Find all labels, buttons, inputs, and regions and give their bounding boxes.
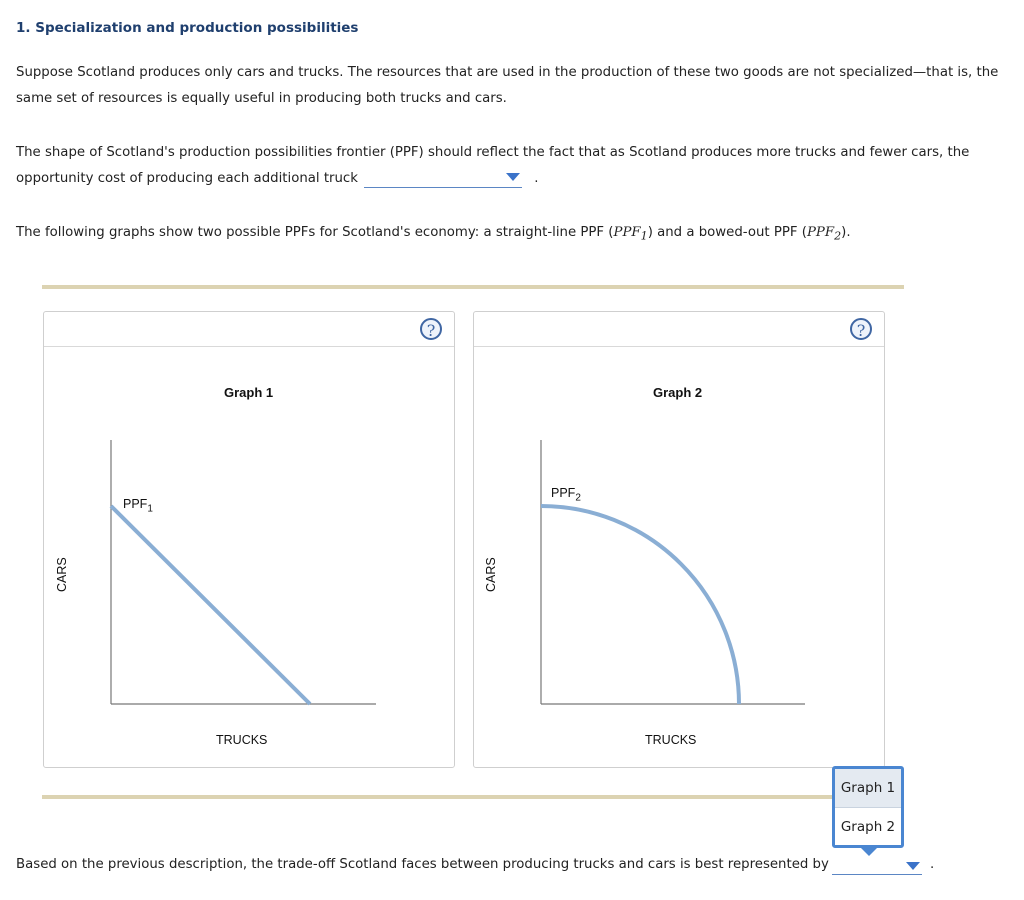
graph1-help-icon[interactable]: ?	[420, 318, 442, 340]
graphs-intro-text-a: The following graphs show two possible PPFs for Scotland's economy: a straight-line PPF (	[16, 225, 614, 240]
question1-paragraph	[16, 140, 1016, 192]
ppf1-label-sub: 1	[147, 503, 153, 515]
menu-option-graph-1[interactable]: Graph 1	[835, 769, 901, 808]
section-title: 1. Specialization and production possibilities	[16, 20, 359, 36]
intro-line-2: same set of resources is equally useful in producing both trucks and cars.	[16, 91, 507, 106]
question2-suffix: .	[930, 857, 935, 872]
graph2-y-label: CARS	[484, 557, 498, 592]
intro-paragraph	[16, 60, 1016, 112]
graph1-x-label: TRUCKS	[216, 733, 268, 747]
graph1-y-label: CARS	[55, 557, 69, 592]
question2-prefix: Based on the previous description, the trade-off Scotland faces between producing trucks and cars is best represented by	[16, 857, 829, 872]
graph2-panel	[473, 311, 885, 768]
ppf2-base: PPF	[806, 225, 835, 240]
tradeoff-graph-dropdown[interactable]	[832, 853, 922, 875]
question1-suffix: .	[534, 171, 539, 186]
dropdown-caret-icon	[506, 173, 520, 181]
ppf2-label	[551, 486, 581, 504]
graph2-help-icon[interactable]: ?	[850, 318, 872, 340]
graphs-intro-text-b: ) and a bowed-out PPF (	[647, 225, 807, 240]
ppf2-label-base: PPF	[551, 486, 576, 500]
graph2-plot[interactable]	[474, 312, 884, 767]
ppf2-curve	[541, 506, 739, 704]
graphs-intro-paragraph	[16, 220, 1016, 250]
dropdown-caret-icon	[906, 862, 920, 870]
intro-line-1: Suppose Scotland produces only cars and trucks. The resources that are used in the production of these two goods are not specialized—that is, the	[16, 65, 999, 80]
graph1-panel	[43, 311, 455, 768]
graph2-title: Graph 2	[653, 385, 703, 400]
ppf2-label-sub: 2	[575, 492, 581, 504]
question2-line	[16, 857, 829, 872]
ppf2-symbol	[806, 225, 842, 243]
opportunity-cost-dropdown[interactable]	[364, 167, 522, 188]
bottom-divider	[42, 795, 904, 799]
graph1-plot[interactable]	[44, 312, 454, 767]
ppf1-label-base: PPF	[123, 497, 148, 511]
question1-line-1: The shape of Scotland's production possibilities frontier (PPF) should reflect the fact that as Scotland produces more trucks and fewer cars, the	[16, 145, 970, 160]
question1-prefix: opportunity cost of producing each additional truck	[16, 171, 358, 186]
top-divider	[42, 285, 904, 289]
ppf2-sub: 2	[834, 229, 842, 243]
menu-option-graph-2[interactable]: Graph 2	[840, 819, 896, 835]
ppf1-label	[123, 497, 153, 515]
graph1-title: Graph 1	[224, 385, 274, 400]
ppf1-base: PPF	[613, 225, 641, 240]
ppf1-sub: 1	[640, 229, 648, 243]
graph2-x-label: TRUCKS	[645, 733, 697, 747]
ppf1-symbol	[613, 225, 648, 243]
graphs-intro-text-c: ).	[841, 225, 851, 240]
question1-line-2	[16, 166, 1016, 192]
graph-choice-menu	[832, 766, 904, 848]
